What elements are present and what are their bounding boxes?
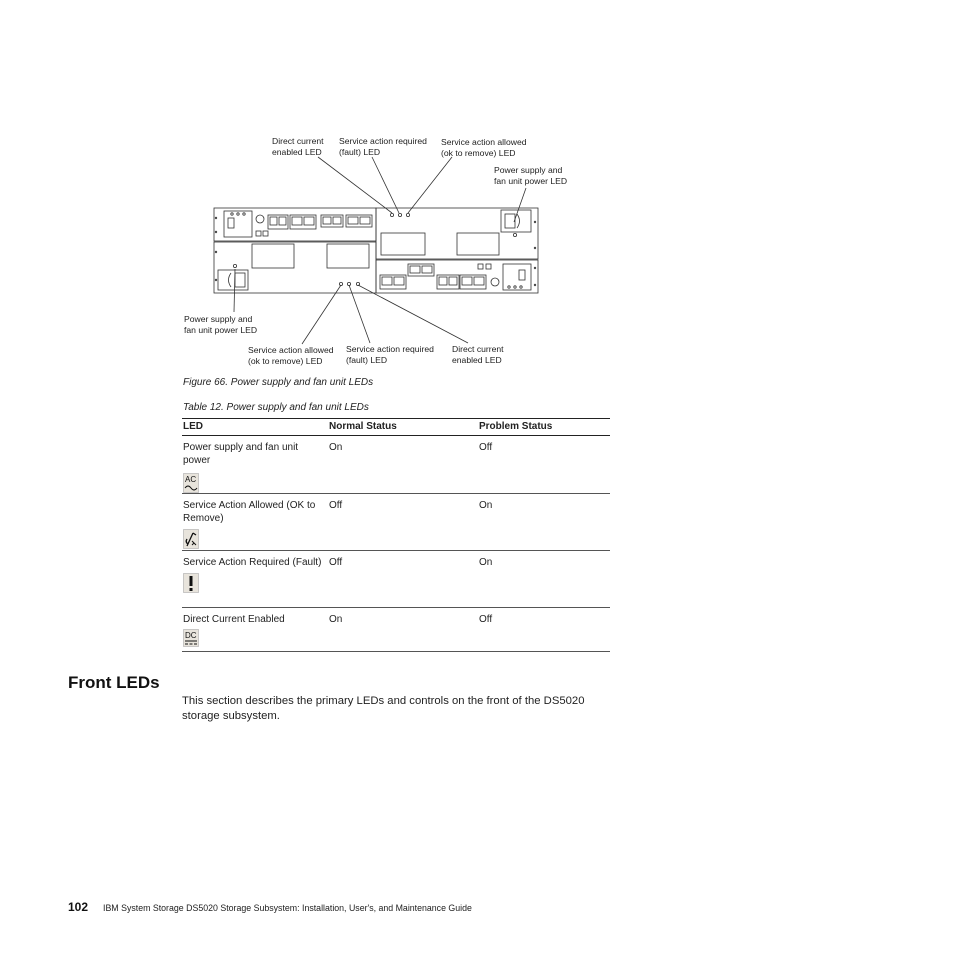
problem-status-cell: Off: [478, 608, 610, 652]
header-normal-status: Normal Status: [328, 419, 478, 436]
header-problem-status: Problem Status: [478, 419, 610, 436]
footer-title: IBM System Storage DS5020 Storage Subsystem: Installation, User's, and Maintenance Guide: [103, 903, 472, 913]
led-name: Direct Current Enabled: [183, 614, 285, 625]
callout-power-bottom: Power supply and fan unit power LED: [184, 314, 258, 335]
table-row: [182, 494, 610, 551]
section-heading: Front LEDs: [68, 673, 160, 692]
callout-fault-top: Service action required (fault) LED: [339, 136, 427, 157]
led-cell: [182, 551, 328, 608]
dc-icon-label: DC: [185, 631, 197, 640]
normal-status-cell: Off: [328, 494, 478, 551]
problem-status-cell: Off: [478, 436, 610, 494]
table-caption: Table 12. Power supply and fan unit LEDs: [183, 402, 369, 413]
table-row: [182, 551, 610, 608]
problem-status-cell: On: [478, 494, 610, 551]
normal-status-cell: Off: [328, 551, 478, 608]
led-name: Service Action Allowed (OK to Remove): [183, 500, 316, 524]
header-led: LED: [182, 419, 328, 436]
normal-status-cell: On: [328, 436, 478, 494]
led-cell: [182, 494, 328, 551]
dc-icon: [183, 629, 199, 647]
led-status-table: [182, 418, 610, 652]
ac-icon-label: AC: [185, 475, 197, 484]
led-name: Service Action Required (Fault): [183, 557, 322, 568]
normal-status-cell: On: [328, 608, 478, 652]
figure-caption: Figure 66. Power supply and fan unit LEDs: [183, 377, 374, 388]
section-body: This section describes the primary LEDs and controls on the front of the DS5020 storage subsystem.: [182, 695, 585, 722]
fault-icon: [183, 573, 199, 593]
problem-status-cell: On: [478, 551, 610, 608]
callout-ok-to-remove-top: Service action allowed (ok to remove) LED: [441, 137, 527, 158]
led-cell: [182, 436, 328, 494]
led-cell: [182, 608, 328, 652]
ok-to-remove-icon: [183, 529, 199, 549]
page-number: 102: [68, 900, 89, 914]
callout-dc-enabled-bottom: Direct current enabled LED: [452, 344, 504, 365]
table-row: [182, 608, 610, 652]
callout-fault-bottom: Service action required (fault) LED: [346, 344, 434, 365]
callout-dc-enabled-top: Direct current enabled LED: [272, 136, 324, 157]
callout-power-top: Power supply and fan unit power LED: [494, 165, 568, 186]
callout-ok-to-remove-bottom: Service action allowed (ok to remove) LED: [248, 345, 334, 366]
table-row: [182, 436, 610, 494]
table-header-row: [182, 419, 610, 436]
led-name: Power supply and fan unit power: [183, 442, 299, 466]
ac-power-icon: [183, 473, 199, 493]
